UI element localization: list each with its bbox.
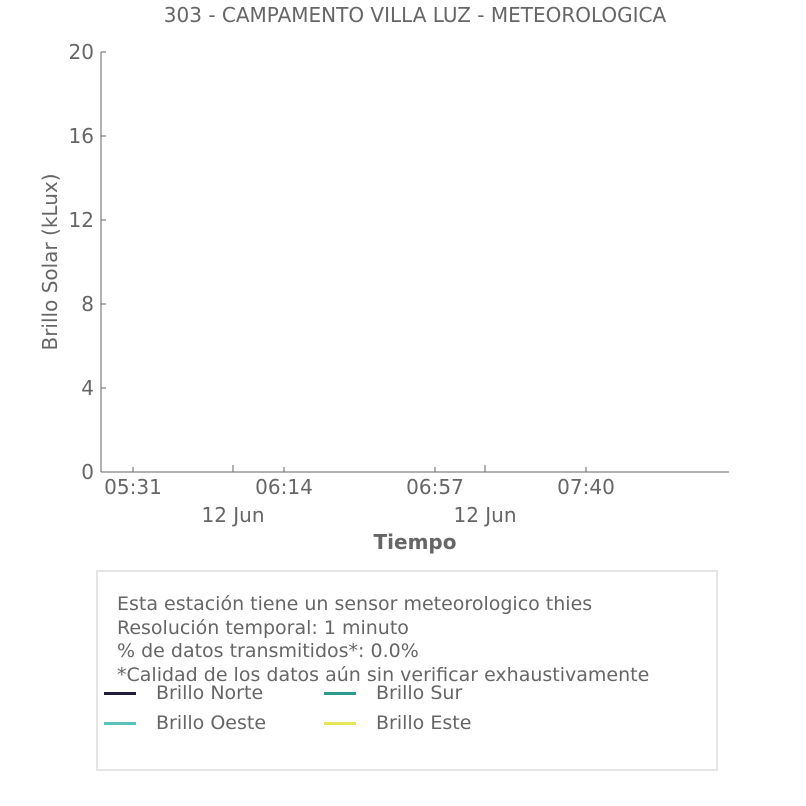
x-tick-label: 05:31 <box>104 475 162 499</box>
info-transmitted-text: % de datos transmitidos*: 0.0% <box>117 640 419 662</box>
legend-label: Brillo Oeste <box>156 712 267 734</box>
info-resolution-text: Resolución temporal: 1 minuto <box>117 617 409 639</box>
x-tick-label: 06:14 <box>255 475 313 499</box>
y-tick-label: 16 <box>68 124 94 148</box>
y-tick-label: 12 <box>68 208 94 232</box>
y-tick-label: 0 <box>81 460 94 484</box>
y-tick-label: 20 <box>68 40 94 64</box>
legend-label: Brillo Este <box>376 712 472 734</box>
legend-swatch <box>104 722 136 725</box>
x-tick-label: 07:40 <box>557 475 615 499</box>
y-axis-label: Brillo Solar (kLux) <box>38 173 62 351</box>
x-axis-label: Tiempo <box>373 530 457 554</box>
legend-swatch <box>104 692 136 695</box>
y-tick-label: 8 <box>81 292 94 316</box>
info-quality-note: *Calidad de los datos aún sin verificar exhaustivamente <box>117 664 650 686</box>
info-box <box>96 570 718 771</box>
x-tick-label: 06:57 <box>406 475 464 499</box>
chart-title: 303 - CAMPAMENTO VILLA LUZ - METEOROLOGICA <box>163 3 667 27</box>
legend-label: Brillo Sur <box>376 682 463 704</box>
legend-label: Brillo Norte <box>156 682 264 704</box>
x-date-label: 12 Jun <box>201 503 265 527</box>
legend-swatch <box>324 722 356 725</box>
info-station-text: Esta estación tiene un sensor meteorologico thies <box>117 593 593 615</box>
y-tick-label: 4 <box>81 376 94 400</box>
x-date-label: 12 Jun <box>453 503 517 527</box>
legend-swatch <box>324 692 356 695</box>
